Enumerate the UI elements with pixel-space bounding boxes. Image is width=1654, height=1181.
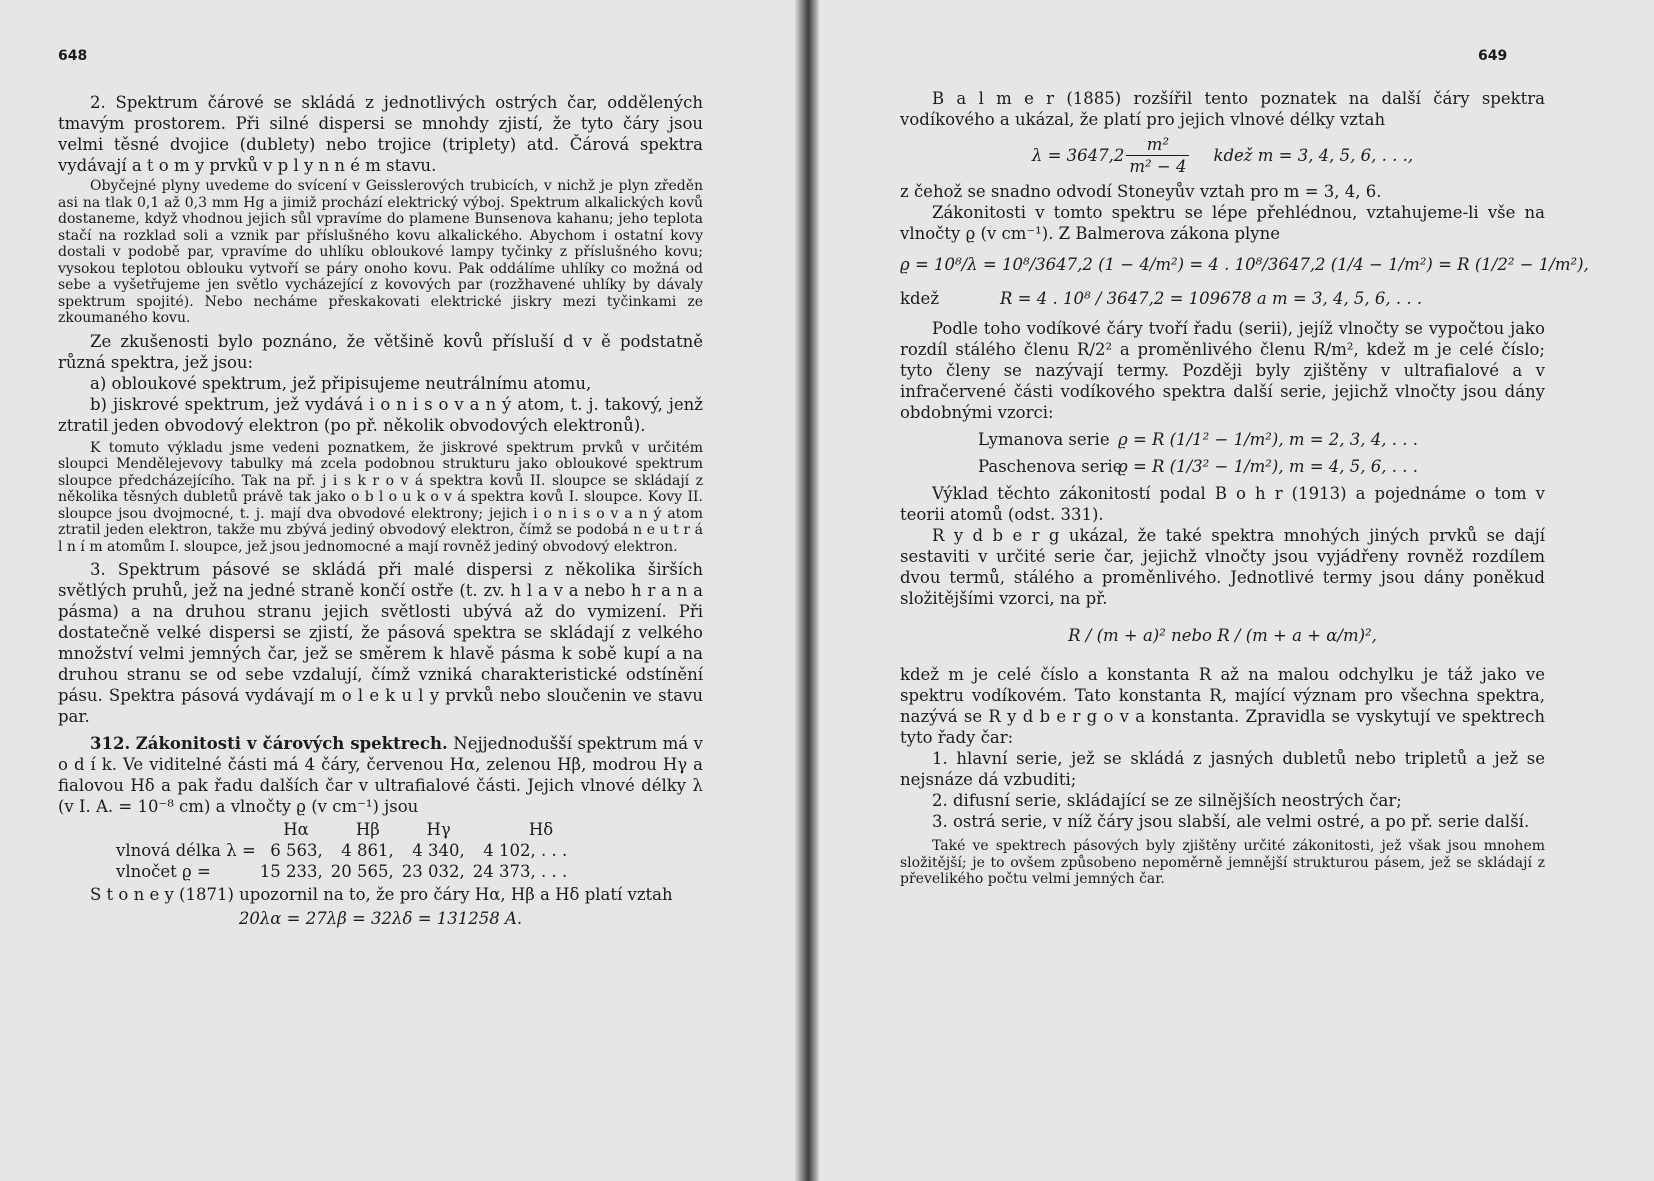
paschen-equation: ϱ = R (1/3² − 1/m²), m = 4, 5, 6, . . . xyxy=(1118,457,1418,476)
paragraph-band-spectrum: 3. Spektrum pásové se skládá při malé dispersi z několika širších světlých pruhů, jež na jedné straně končí ostře (t. zv. h l a v a nebo h r a n a pásma) a na druhou stranu jejich světlosti ubývá až do vymizení. Při dostatečně velké dispersi se zjistí, že pásová spektra se skládají z velkého množství velmi jemných čar, jež se směrem k hlavě pásma k sobě kupí a na druhou stranu se od sebe vzdalují, čímž vzniká charakteristické odstínění pásu. Spektra pásová vydávají m o l e k u l y prvků nebo sloučenin ve stavu par. xyxy=(58,560,703,726)
paschen-label: Paschenova serie xyxy=(978,457,1123,476)
left-page-text xyxy=(58,92,703,932)
table-cell: 4 340, xyxy=(412,841,465,860)
term-equations: R / (m + a)² nebo R / (m + a + α/m)², xyxy=(1068,626,1377,645)
rho-equation: ϱ = 10⁸/λ = 10⁸/3647,2 (1 − 4/m²) = 4 . 10⁸/3647,2 (1/4 − 1/m²) = R (1/2² − 1/m²), xyxy=(900,255,1589,274)
paragraph-gas-excitation: Obyčejné plyny uvedeme do svícení v Geisslerových trubicích, v nichž je plyn zředěn asi na tlak 0,1 až 0,3 mm Hg a jimiž prochází elektrický výboj. Spektrum alkalických kovů dostaneme, když vhodnou jejich sůl vpravíme do plamene Bunsenova kahanu; jeho teplota stačí na rozklad soli a vznik par příslušného kovu alkalického. Abychom i ostatní kovy dostali v podobě par, vpravíme do uhlíku obloukové lampy tyčinky z příslušného kovu; vysokou teplotou oblouku vytvoří se páry onoho kovu. Pak oddálíme uhlíky co možná od sebe a vyšetřujeme jen světlo vycházející z kovových par (rozžhavené uhlíky by dávaly spektrum spojité). Nebo necháme přeskakovati elektrické jiskry mezi tyčinkami ze zkoumaného kovu. xyxy=(58,178,703,326)
paragraph-two-spectra: Ze zkušenosti bylo poznáno, že většině kovů přísluší d v ě podstatně různá spektra, jež jsou: xyxy=(58,331,703,372)
paragraph-rydberg: R y d b e r g ukázal, že také spektra mnohých jiných prvků se dají sestaviti v určité serie čar, jejichž vlnočty jsou vyjádřeny rovněž rozdílem dvou termů, stálého a proměnlivého. Jednotlivé termy jsou dány poněkud složitějšími vzorci, na př. xyxy=(900,526,1545,608)
paragraph-wavenumbers: Zákonitosti v tomto spektru se lépe přehlédnou, vztahujeme-li vše na vlnočty ϱ (v cm⁻¹). Z Balmerova zákona plyne xyxy=(900,203,1545,243)
paragraph-series: Podle toho vodíkové čáry tvoří řadu (serii), jejíž vlnočty se vypočtou jako rozdíl stálého členu R/2² a proměnlivého členu R/m², kdež m je celé číslo; tyto členy se nazývají termy. Později byly zjištěny v ultrafialové a v infračervené části vodíkového spektra další serie, jejichž vlnočty jsou dány obdobnými vzorci: xyxy=(900,319,1545,422)
paragraph-mendeleev: K tomuto výkladu jsme vedeni poznatkem, že jiskrové spektrum prvků v určitém sloupci Mendělejevovy tabulky má zcela podobnou strukturu jako obloukové spektrum sloupce předcházejícího. Tak na př. j i s k r o v á spektra kovů II. sloupce se skládají z několika těsných dubletů právě tak jako o b l o u k o v á spektra kovů I. sloupce. Kovy II. sloupce jsou dvojmocné, t. j. mají dva obvodové elektrony; jejich i o n i s o v a n ý atom ztratil jeden elektron, takže mu zbývá jediný obvodový elektron, čímž se podobá n e u t r á l n í m atomům I. sloupce, jež jsou jednomocné a mají rovněž jediný obvodový elektron. xyxy=(58,439,703,555)
table-cell: 24 373, . . . xyxy=(472,862,568,881)
table-header: Hβ xyxy=(355,820,380,839)
table-cell: 20 565, xyxy=(330,862,394,881)
section-number: 312. xyxy=(90,734,131,753)
r-equation: R = 4 . 10⁸ / 3647,2 = 109678 a m = 3, 4, 5, 6, . . . xyxy=(1000,289,1423,308)
paragraph-band-regularities: Také ve spektrech pásových byly zjištěny určité zákonitosti, jež však jsou mnohem složitější; je to ovšem způsobeno nepoměrně jemnější strukturou pásem, jež se skládají z převelikého počtu velmi jemných čar. xyxy=(900,838,1545,887)
section-title: Zákonitosti v čárových spektrech. xyxy=(135,734,448,753)
balmer-numerator: m² xyxy=(1126,134,1189,156)
paragraph-stoney-derivation: z čehož se snadno odvodí Stoneyův vztah pro m = 3, 4, 6. xyxy=(900,182,1382,201)
page-number-left: 648 xyxy=(58,48,88,64)
stoney-equation: 20λα = 27λβ = 32λδ = 131258 A. xyxy=(238,909,523,928)
row-label-wavelength: vlnová délka λ = xyxy=(116,841,256,860)
paschen-series xyxy=(978,456,1545,477)
row-label-wavenumber: vlnočet ϱ = xyxy=(116,862,211,881)
paragraph-line-spectrum: 2. Spektrum čárové se skládá z jednotlivých ostrých čar, oddělených tmavým prostorem. Při silné dispersi se mnohdy zjistí, že tyto čáry jsou velmi těsné dvojice (dublety) nebo trojice (triplety) atd. Čárová spektra vydávají a t o m y prvků v p l y n n é m stavu. xyxy=(58,93,703,175)
balmer-lhs: λ = 3647,2 xyxy=(1031,146,1125,165)
table-cell: 4 102, . . . xyxy=(483,841,568,860)
section-312 xyxy=(58,733,703,817)
r-constant-row xyxy=(900,285,1545,312)
paragraph-balmer: B a l m e r (1885) rozšířil tento poznatek na další čáry spektra vodíkového a ukázal, že platí pro jejich vlnové délky vztah xyxy=(900,89,1545,129)
left-page xyxy=(0,0,805,1181)
table-row xyxy=(116,840,575,861)
book-gutter xyxy=(795,0,819,1181)
list-item-sharp-series: 3. ostrá serie, v níž čáry jsou slabší, ale velmi ostré, a po př. serie další. xyxy=(932,812,1530,831)
list-item-spark: b) jiskrové spektrum, jež vydává i o n i s o v a n ý atom, t. j. takový, jenž ztratil jeden obvodový elektron (po př. několik obvodových elektronů). xyxy=(58,394,703,435)
balmer-denominator: m² − 4 xyxy=(1129,157,1187,176)
kdez-label: kdež xyxy=(900,289,940,308)
table-cell: 6 563, xyxy=(270,841,323,860)
balmer-equation xyxy=(900,134,1545,177)
hydrogen-lines-table xyxy=(116,819,575,882)
paragraph-stoney: S t o n e y (1871) upozornil na to, že pro čáry Hα, Hβ a Hδ platí vztah xyxy=(90,885,673,904)
table-header: Hγ xyxy=(426,820,451,839)
right-page xyxy=(808,0,1654,1181)
table-cell: 4 861, xyxy=(341,841,394,860)
page-number-right: 649 xyxy=(1478,48,1508,64)
table-header: Hδ xyxy=(528,820,554,839)
list-item-diffuse-series: 2. difusní serie, skládající se ze silnějších neostrých čar; xyxy=(932,791,1402,810)
paragraph-rydberg-constant: kdež m je celé číslo a konstanta R až na malou odchylku je táž jako ve spektru vodíkovém. Tato konstanta R, mající význam pro všechna spektra, nazývá se R y d b e r g o v a konstanta. Zpravidla se vyskytují ve spektrech tyto řady čar: xyxy=(900,665,1545,747)
section-text: Nejjednodušší spektrum má v o d í k. Ve viditelné části má 4 čáry, červenou Hα, zelenou Hβ, modrou Hγ a fialovou Hδ a pak řadu dalších čar v ultrafialové části. Jejich vlnové délky λ (v I. A. = 10⁻⁸ cm) a vlnočty ϱ (v cm⁻¹) jsou xyxy=(58,734,703,816)
right-page-text xyxy=(900,88,1589,888)
lyman-equation: ϱ = R (1/1² − 1/m²), m = 2, 3, 4, . . . xyxy=(1118,430,1418,449)
balmer-fraction xyxy=(1126,134,1189,177)
paragraph-bohr: Výklad těchto zákonitostí podal B o h r (1913) a pojednáme o tom v teorii atomů (odst. 331). xyxy=(900,484,1545,524)
list-item-main-series: 1. hlavní serie, jež se skládá z jasných dubletů nebo tripletů a jež se nejsnáze dá vzbuditi; xyxy=(900,749,1545,789)
list-item-arc: a) obloukové spektrum, jež připisujeme neutrálnímu atomu, xyxy=(90,373,592,393)
lyman-label: Lymanova serie xyxy=(978,430,1110,449)
table-cell: 15 233, xyxy=(259,862,323,881)
table-header: Hα xyxy=(283,820,309,839)
balmer-condition: kdež m = 3, 4, 5, 6, . . ., xyxy=(1213,146,1414,165)
lyman-series xyxy=(978,429,1545,450)
table-cell: 23 032, xyxy=(401,862,465,881)
table-row xyxy=(116,861,575,882)
